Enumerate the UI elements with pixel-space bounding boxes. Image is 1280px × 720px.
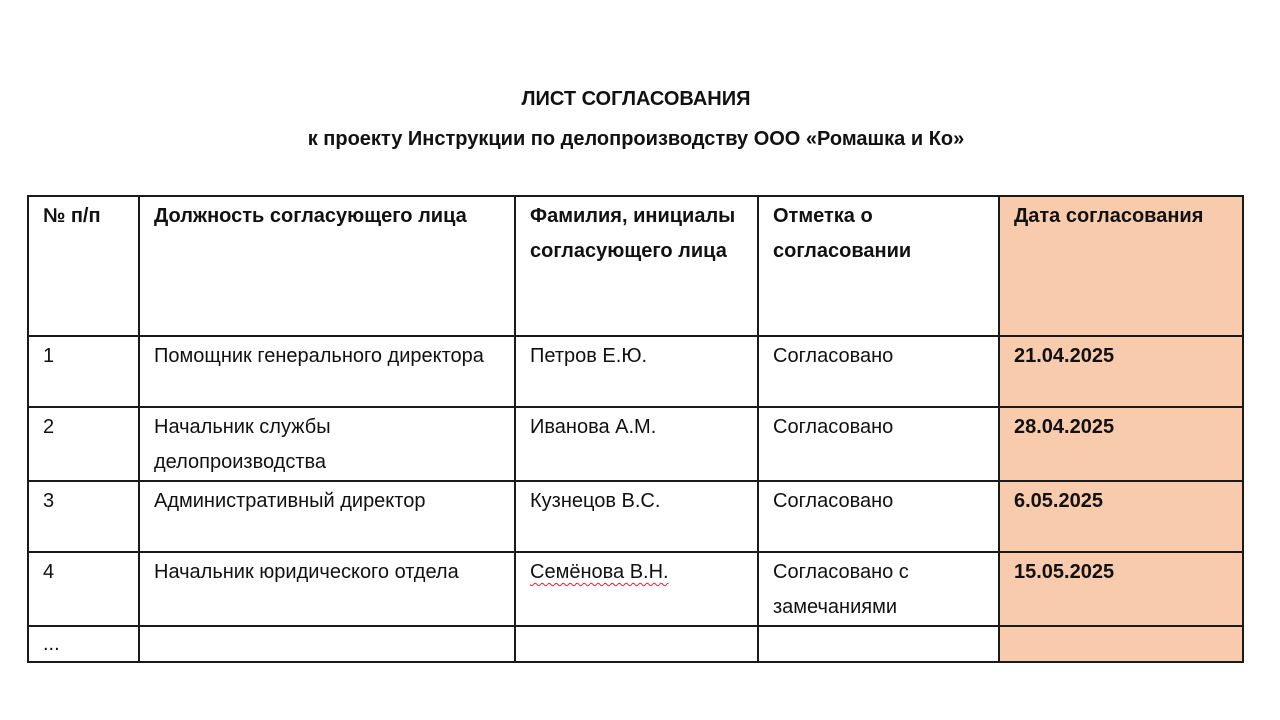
table-row — [28, 407, 1243, 481]
cell-number: 4 — [28, 552, 139, 626]
cell-position — [139, 626, 515, 662]
table-row — [28, 336, 1243, 407]
cell-number: 3 — [28, 481, 139, 552]
cell-name — [515, 626, 758, 662]
cell-date: 28.04.2025 — [999, 407, 1243, 481]
cell-position: Начальник юридического отдела — [139, 552, 515, 626]
cell-number: 1 — [28, 336, 139, 407]
cell-name — [515, 552, 758, 626]
header-position: Должность согласующего лица — [139, 196, 515, 336]
header-number: № п/п — [28, 196, 139, 336]
cell-date: 6.05.2025 — [999, 481, 1243, 552]
cell-status: Согласовано — [758, 336, 999, 407]
header-date: Дата согласования — [999, 196, 1243, 336]
cell-number: ... — [28, 626, 139, 662]
spellcheck-underlined-name: Семёнова В.Н. — [530, 561, 669, 583]
table-row — [28, 626, 1243, 662]
cell-date: 21.04.2025 — [999, 336, 1243, 407]
document-title: ЛИСТ СОГЛАСОВАНИЯ — [521, 88, 751, 110]
header-status: Отметка о согласовании — [758, 196, 999, 336]
cell-status — [758, 626, 999, 662]
cell-status: Согласовано — [758, 481, 999, 552]
table-row — [28, 552, 1243, 626]
cell-position: Административный директор — [139, 481, 515, 552]
table-row — [28, 481, 1243, 552]
cell-position: Начальник службы делопроизводства — [139, 407, 515, 481]
document-subtitle: к проекту Инструкции по делопроизводству ООО «Ромашка и Ко» — [307, 128, 965, 150]
cell-name: Петров Е.Ю. — [515, 336, 758, 407]
cell-date — [999, 626, 1243, 662]
cell-status: Согласовано — [758, 407, 999, 481]
cell-date: 15.05.2025 — [999, 552, 1243, 626]
table-header-row — [28, 196, 1243, 336]
approval-table — [27, 195, 1244, 663]
cell-name: Кузнецов В.С. — [515, 481, 758, 552]
cell-position: Помощник генерального директора — [139, 336, 515, 407]
cell-number: 2 — [28, 407, 139, 481]
cell-name: Иванова А.М. — [515, 407, 758, 481]
header-name: Фамилия, инициалы согласующего лица — [515, 196, 758, 336]
cell-status: Согласовано с замечаниями — [758, 552, 999, 626]
